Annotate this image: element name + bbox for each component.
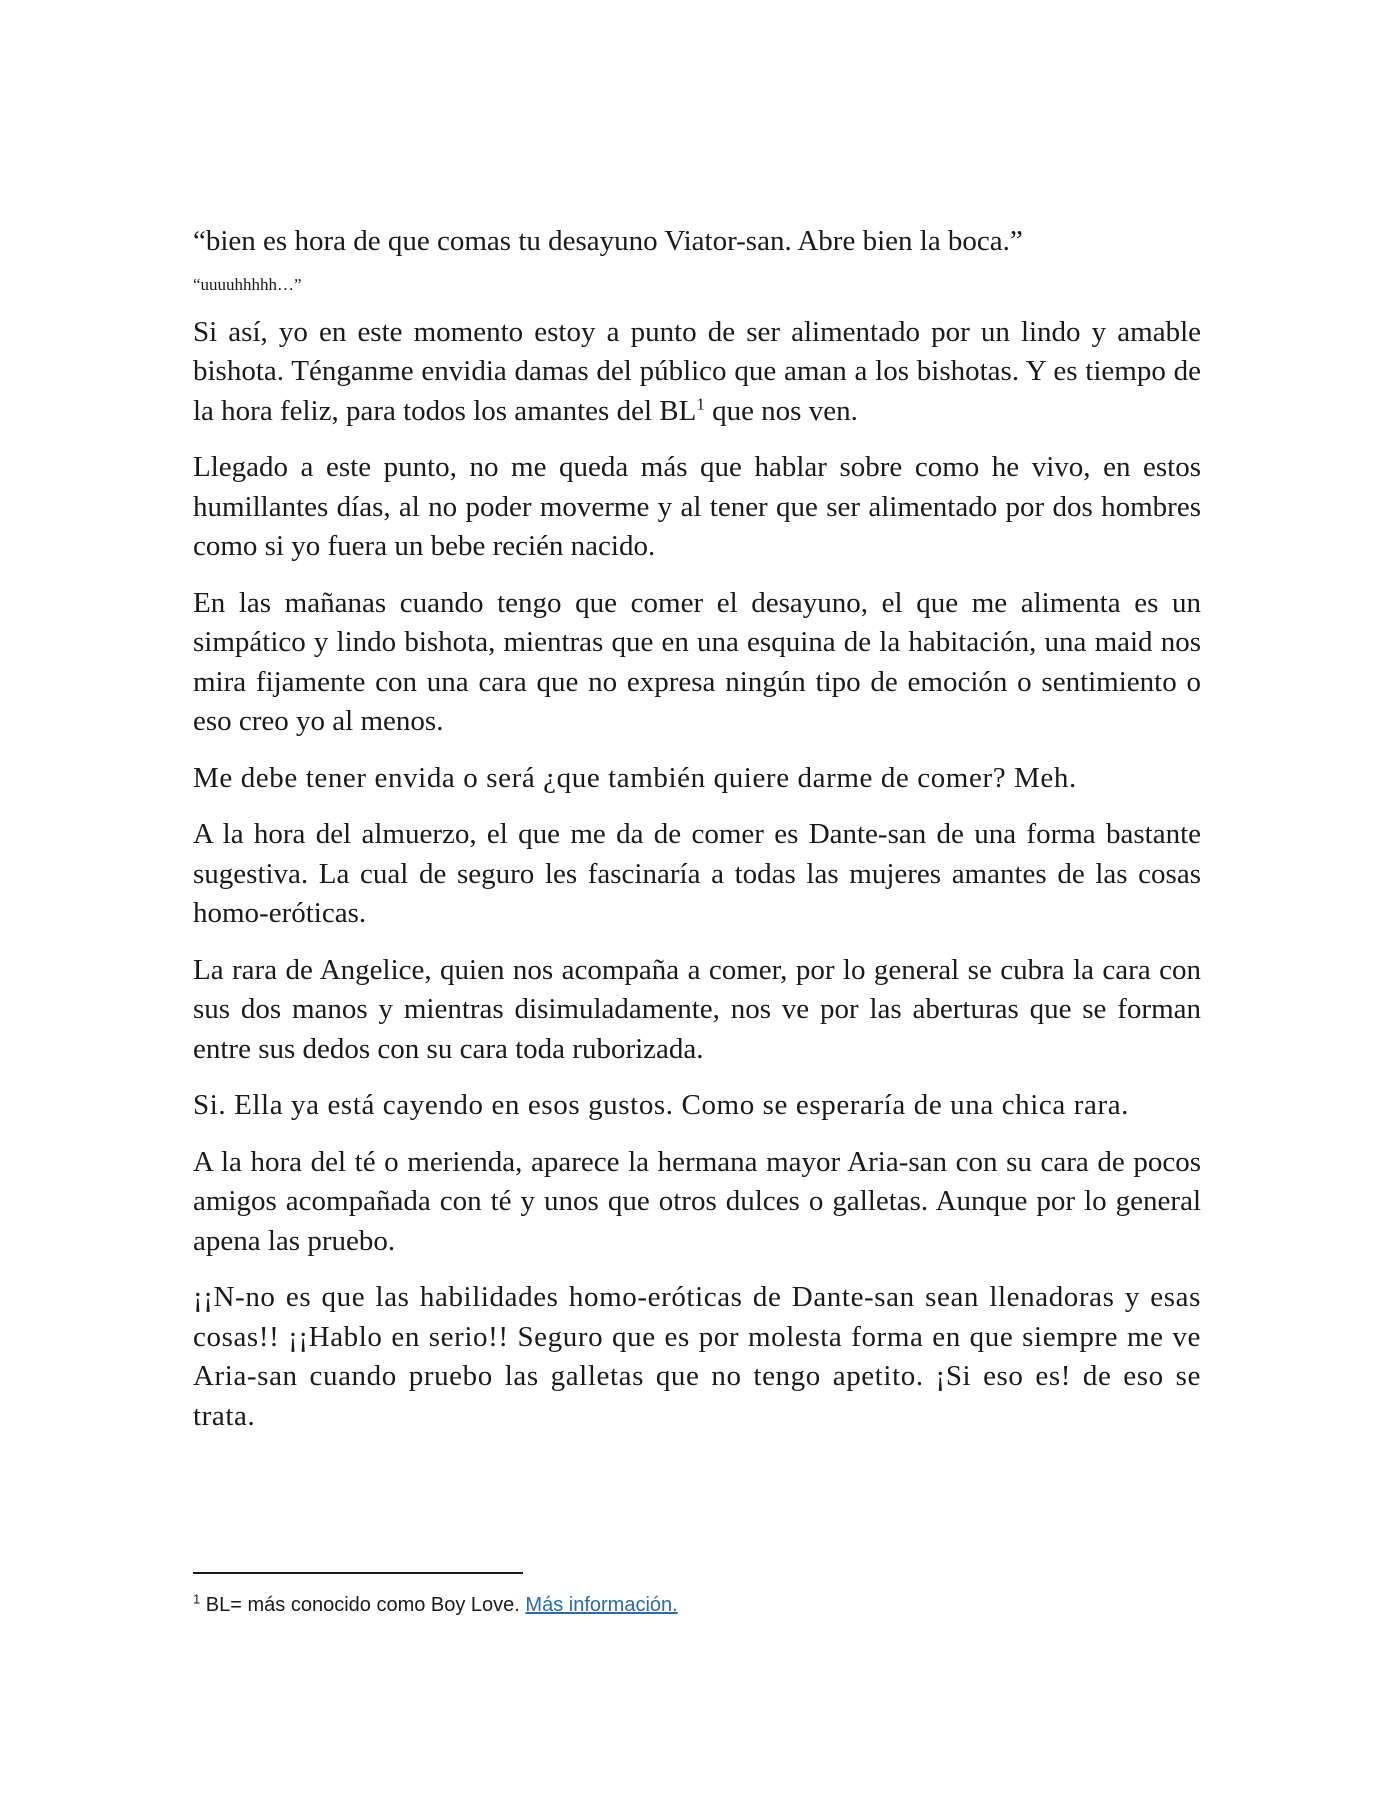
paragraph-9: Si. Ella ya está cayendo en esos gustos. Como se esperaría de una chica rara. [193, 1089, 1130, 1121]
more-info-link[interactable]: Más información. [525, 1594, 678, 1616]
footnote-separator [193, 1572, 523, 1574]
paragraph-5: En las mañanas cuando tengo que comer el desayuno, el que me alimenta es un simpático y lindo bishota, mientras que en una esquina de la habitación, una maid nos mira fijamente con una cara que no expresa ningún tipo de emoción o sentimiento o eso creo yo al menos. [193, 586, 1201, 737]
dialogue-line-1: “bien es hora de que comas tu desayuno Viator-san. Abre bien la boca.” [193, 225, 1023, 257]
footnote-reference[interactable]: 1 [696, 393, 705, 413]
paragraph-3-text: Si así, yo en este momento estoy a punto de ser alimentado por un lindo y amable bishota. Ténganme envidia damas del público que aman a los bishotas. Y es tiempo de la hora feliz, para todos los amantes del BL [193, 315, 1201, 427]
paragraph-6: Me debe tener envida o será ¿que también quiere darme de comer? Meh. [193, 761, 1077, 794]
footnote-number: 1 [193, 1591, 201, 1607]
paragraph-10: A la hora del té o merienda, aparece la hermana mayor Aria-san con su cara de pocos amigos acompañada con té y unos que otros dulces o galletas. Aunque por lo general apena las pruebo. [193, 1145, 1201, 1257]
paragraph-4: Llegado a este punto, no me queda más que hablar sobre como he vivo, en estos humillantes días, al no poder moverme y al tener que ser alimentado por dos hombres como si yo fuera un bebe recién nacido. [193, 451, 1201, 562]
paragraph-3-text-end: que nos ven. [704, 394, 858, 427]
paragraph-7: A la hora del almuerzo, el que me da de comer es Dante-san de una forma bastante sugestiva. La cual de seguro les fascinaría a todas las mujeres amantes de las cosas homo-eróticas. [193, 818, 1201, 929]
body-text [193, 222, 1201, 1453]
dialogue-line-2: “uuuuhhhhh…” [193, 274, 302, 294]
footnote-text: BL= más conocido como Boy Love. [200, 1594, 526, 1616]
paragraph-3 [193, 313, 1201, 432]
footnote [193, 1591, 1201, 1619]
paragraph-8: La rara de Angelice, quien nos acompaña a comer, por lo general se cubra la cara con sus dos manos y mientras disimuladamente, nos ve por las aberturas que se forman entre sus dedos con su cara toda ruborizada. [193, 953, 1201, 1065]
paragraph-11: ¡¡N-no es que las habilidades homo-eróticas de Dante-san sean llenadoras y esas cosas!! ¡¡Hablo en serio!! Seguro que es por molesta forma en que siempre me ve Aria-san cuando pruebo las galletas que no tengo apetito. ¡Si eso es! de eso se trata. [193, 1281, 1201, 1432]
